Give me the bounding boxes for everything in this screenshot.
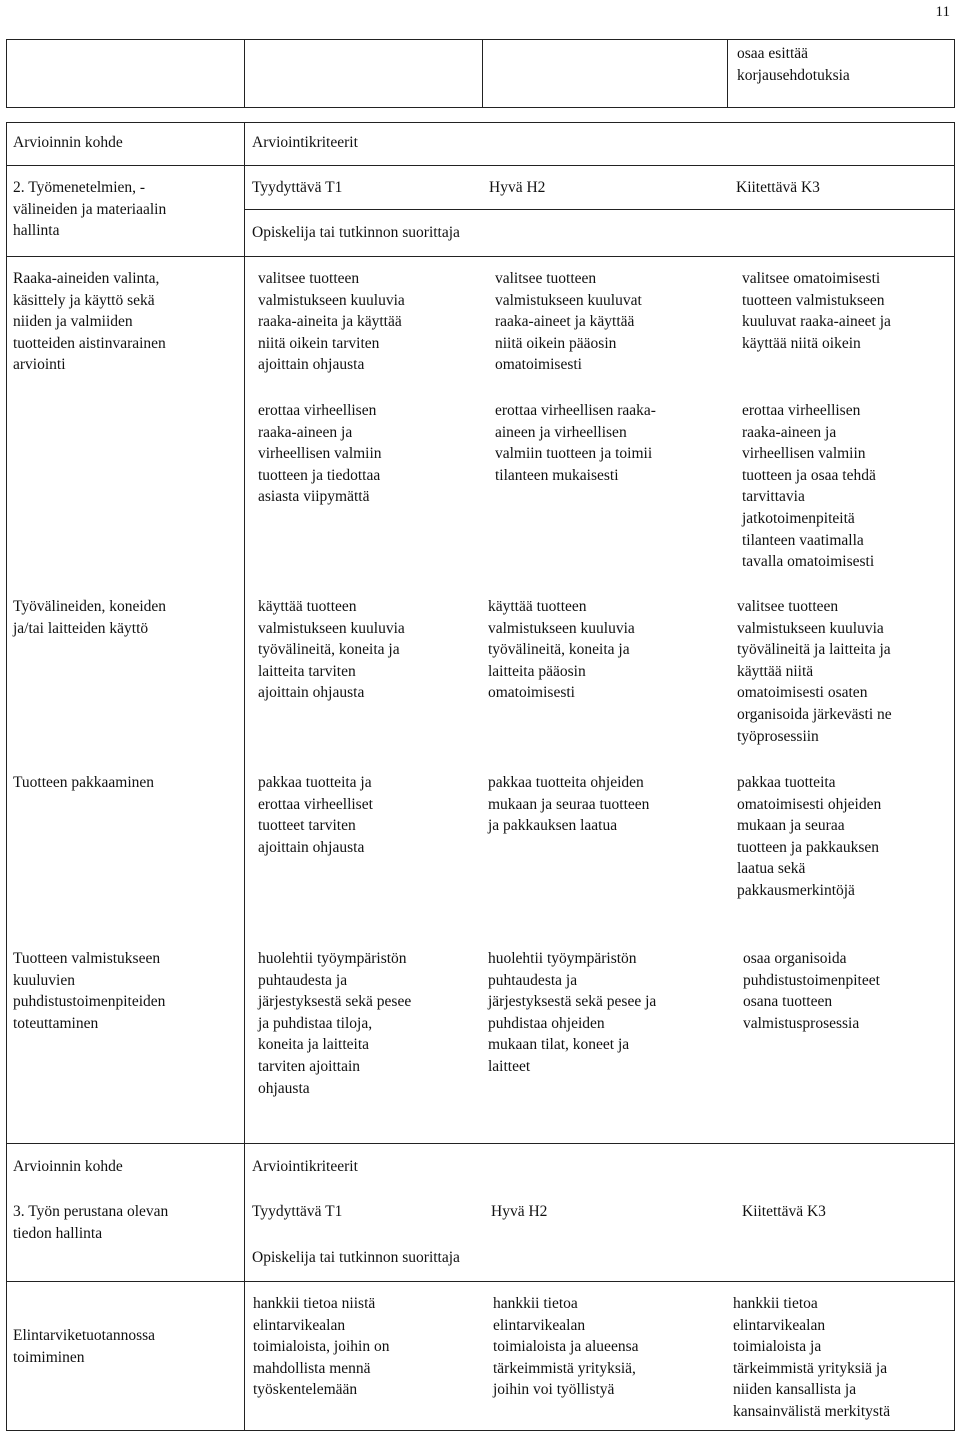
section2-suorittaja: Opiskelija tai tutkinnon suorittaja — [252, 224, 460, 241]
table-row-h2: erottaa virheellisen raaka- aineen ja virheellisen valmiin tuotteen ja toimii tilanteen mukaisesti — [495, 402, 656, 484]
section3-title: 3. Työn perustana olevan tiedon hallinta — [13, 1203, 169, 1242]
section2-grade-h2: Hyvä H2 — [489, 179, 546, 196]
table-row-kohde: Tuotteen valmistukseen kuuluvien puhdistustoimenpiteiden toteuttaminen — [13, 950, 166, 1032]
table-row-k3: valitsee omatoimisesti tuotteen valmistukseen kuuluvat raaka-aineet ja käyttää niitä oikein — [742, 270, 891, 352]
table-row-k3: erottaa virheellisen raaka-aineen ja virheellisen valmiin tuotteen ja osaa tehdä tarvittavia jatkotoimenpiteitä tilanteen vaatimalla tavalla omatoimisesti — [742, 402, 876, 571]
table-row-t1: hankkii tietoa niistä elintarvikealan toimialoista, joihin on mahdollista mennä työskentelemään — [253, 1295, 390, 1399]
table-row-kohde: Raaka-aineiden valinta, käsittely ja käyttö sekä niiden ja valmiiden tuotteiden aistinvarainen arviointi — [13, 270, 166, 374]
section3-grade-k3: Kiitettävä K3 — [742, 1203, 826, 1220]
table-row-k3: hankkii tietoa elintarvikealan toimialoista ja tärkeimmistä yrityksiä ja niiden kansallista ja kansainvälistä merkitystä — [733, 1295, 891, 1420]
k3-continued-text: osaa esittää korjausehdotuksia — [737, 45, 850, 84]
table-row-kohde: Tuotteen pakkaaminen — [13, 774, 155, 791]
table-row-t1: valitsee tuotteen valmistukseen kuuluvia raaka-aineita ja käyttää niitä oikein tarviten ajoittain ohjausta — [258, 270, 405, 374]
section2-grade-t1: Tyydyttävä T1 — [252, 179, 343, 196]
table-row-kohde: Elintarviketuotannossa toimiminen — [13, 1327, 156, 1366]
section3-grade-h2: Hyvä H2 — [491, 1203, 548, 1220]
section3-suorittaja: Opiskelija tai tutkinnon suorittaja — [252, 1249, 460, 1266]
table-row-t1: käyttää tuotteen valmistukseen kuuluvia työvälineitä, koneita ja laitteita tarviten ajoittain ohjausta — [258, 598, 405, 702]
table-row-t1: huolehtii työympäristön puhtaudesta ja järjestyksestä sekä pesee ja puhdistaa tiloja, koneita ja laitteita tarviten ajoittain ohjausta — [258, 950, 412, 1097]
section2-grade-k3: Kiitettävä K3 — [736, 179, 820, 196]
section2-head-kriteerit: Arviointikriteerit — [252, 134, 358, 151]
table-row-h2: valitsee tuotteen valmistukseen kuuluvat raaka-aineet ja käyttää niitä oikein pääosin omatoimisesti — [495, 270, 642, 374]
table-row-t1: erottaa virheellisen raaka-aineen ja virheellisen valmiin tuotteen ja tiedottaa asiasta viipymättä — [258, 402, 382, 506]
table-row-kohde: Työvälineiden, koneiden ja/tai laitteiden käyttö — [13, 598, 167, 637]
section3-grade-t1: Tyydyttävä T1 — [252, 1203, 343, 1220]
section3-head-kriteerit: Arviointikriteerit — [252, 1158, 358, 1175]
section3-head-kohde: Arvioinnin kohde — [13, 1158, 123, 1175]
table-row-h2: hankkii tietoa elintarvikealan toimialoista ja alueensa tärkeimmistä yrityksiä, joihin voi työllistyä — [493, 1295, 639, 1399]
table-row-h2: pakkaa tuotteita ohjeiden mukaan ja seuraa tuotteen ja pakkauksen laatua — [488, 774, 650, 835]
section2-head-kohde: Arvioinnin kohde — [13, 134, 123, 151]
table-row-h2: käyttää tuotteen valmistukseen kuuluvia työvälineitä, koneita ja laitteita pääosin omatoimisesti — [488, 598, 635, 702]
table-row-k3: osaa organisoida puhdistustoimenpiteet osana tuotteen valmistusprosessia — [743, 950, 880, 1032]
table-row-h2: huolehtii työympäristön puhtaudesta ja järjestyksestä sekä pesee ja puhdistaa ohjeiden mukaan tilat, koneet ja laitteet — [488, 950, 657, 1075]
table-row-k3: valitsee tuotteen valmistukseen kuuluvia työvälineitä ja laitteita ja käyttää niitä omatoimisesti osaten organisoida järkevästi ne työprosessiin — [737, 598, 892, 745]
table-row-k3: pakkaa tuotteita omatoimisesti ohjeiden mukaan ja seuraa tuotteen ja pakkauksen laatua sekä pakkausmerkintöjä — [737, 774, 882, 899]
page-number: 11 — [935, 4, 950, 20]
section2-title: 2. Työmenetelmien, - välineiden ja materiaalin hallinta — [13, 179, 167, 240]
table-row-t1: pakkaa tuotteita ja erottaa virheelliset tuotteet tarviten ajoittain ohjausta — [258, 774, 373, 856]
